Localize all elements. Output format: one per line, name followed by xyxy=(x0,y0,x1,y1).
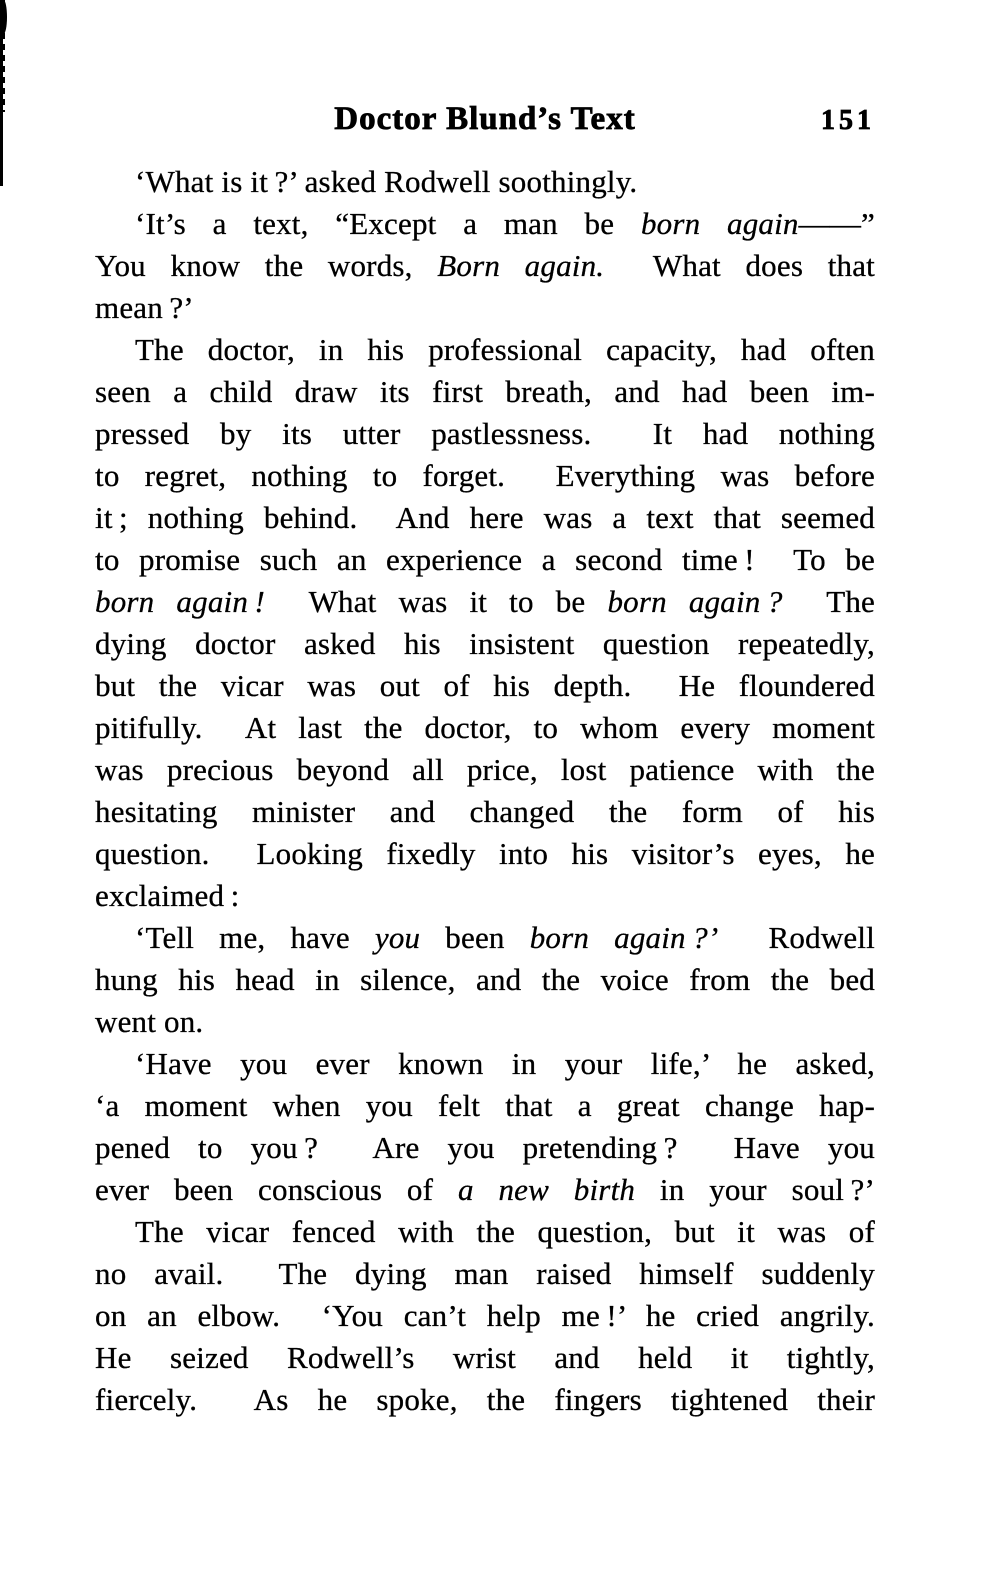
page-header xyxy=(95,100,875,140)
text-line: pressed by its utter pastlessness. It had nothing xyxy=(95,416,875,451)
page-number: 151 xyxy=(821,105,875,136)
text-line: ‘It’s a text, “Except a man be born again——” xyxy=(135,206,875,241)
text-line: born again ! What was it to be born again ? The xyxy=(95,584,875,619)
text-line: You know the words, Born again. What does that xyxy=(95,248,875,283)
text-line: hesitating minister and changed the form of his xyxy=(95,794,875,829)
text-line: pitifully. At last the doctor, to whom every moment xyxy=(95,710,875,745)
text-line: seen a child draw its first breath, and had been im- xyxy=(95,374,875,409)
text-line: it ; nothing behind. And here was a text that seemed xyxy=(95,500,875,535)
text-line: exclaimed : xyxy=(95,878,240,913)
text-line: fiercely. As he spoke, the fingers tightened their xyxy=(95,1382,875,1417)
text-line: ‘Tell me, have you been born again ?’ Rodwell xyxy=(135,920,875,955)
text-line: but the vicar was out of his depth. He floundered xyxy=(95,668,875,703)
text-line: The vicar fenced with the question, but it was of xyxy=(135,1214,875,1249)
text-line: ‘Have you ever known in your life,’ he asked, xyxy=(135,1046,875,1081)
text-column xyxy=(95,100,875,1421)
text-line: He seized Rodwell’s wrist and held it tightly, xyxy=(95,1340,875,1375)
text-line: ‘What is it ?’ asked Rodwell soothingly. xyxy=(135,164,638,199)
text-line: to regret, nothing to forget. Everything was before xyxy=(95,458,875,493)
text-line: to promise such an experience a second time ! To be xyxy=(95,542,875,577)
text-line: ‘a moment when you felt that a great change hap- xyxy=(95,1088,875,1123)
text-line: was precious beyond all price, lost patience with the xyxy=(95,752,875,787)
running-title: Doctor Blund’s Text xyxy=(334,101,636,137)
text-line: hung his head in silence, and the voice from the bed xyxy=(95,962,875,997)
text-line: went on. xyxy=(95,1004,204,1039)
text-line: pened to you ? Are you pretending ? Have you xyxy=(95,1130,875,1165)
text-line: ever been conscious of a new birth in your soul ?’ xyxy=(95,1172,875,1207)
text-line: dying doctor asked his insistent question repeatedly, xyxy=(95,626,875,661)
text-line: on an elbow. ‘You can’t help me !’ he cried angrily. xyxy=(95,1298,875,1333)
body-text xyxy=(95,161,875,1421)
text-line: The doctor, in his professional capacity, had often xyxy=(135,332,875,367)
text-line: question. Looking fixedly into his visitor’s eyes, he xyxy=(95,836,875,871)
text-line: mean ?’ xyxy=(95,290,194,325)
scan-artifact-tick xyxy=(0,0,3,12)
text-line: no avail. The dying man raised himself suddenly xyxy=(95,1256,875,1291)
